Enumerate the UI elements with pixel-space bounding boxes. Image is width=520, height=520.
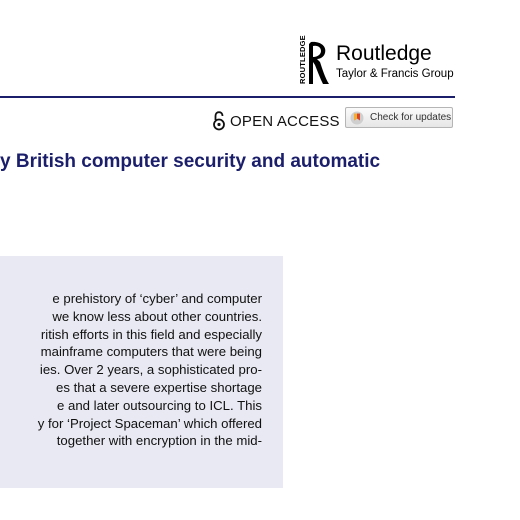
publisher-vertical-wordmark: ROUTLEDGE [298,35,307,84]
check-for-updates-label: Check for updates [370,112,452,123]
abstract-line: e and later outsourcing to ICL. This [56,397,262,413]
publisher-subtitle: Taylor & Francis Group [336,68,454,80]
header-rule [0,96,455,98]
publisher-name: Routledge [336,42,432,65]
abstract-line: ies. Over 2 years, a sophisticated pro- [39,362,262,378]
abstract-line: e prehistory of ‘cyber’ and computer [52,291,262,306]
abstract-text [0,290,262,450]
abstract-line: es that a severe expertise shortage [56,379,262,395]
abstract-line: we know less about other countries. [52,308,262,324]
open-lock-icon [212,111,226,131]
routledge-r-mark-icon [308,40,330,86]
abstract-line: mainframe computers that were being [40,344,262,360]
check-for-updates-button[interactable] [345,107,453,128]
publisher-logo [298,35,468,86]
open-access-badge [212,110,340,132]
article-title: y British computer security and automatic [0,151,381,172]
crossmark-icon [350,111,364,125]
abstract-line: together with encryption in the mid- [56,433,262,449]
open-access-label: OPEN ACCESS [230,112,340,130]
abstract-line: y for ‘Project Spaceman’ which offered [37,415,262,431]
abstract-line: ritish efforts in this field and especially [40,326,262,342]
